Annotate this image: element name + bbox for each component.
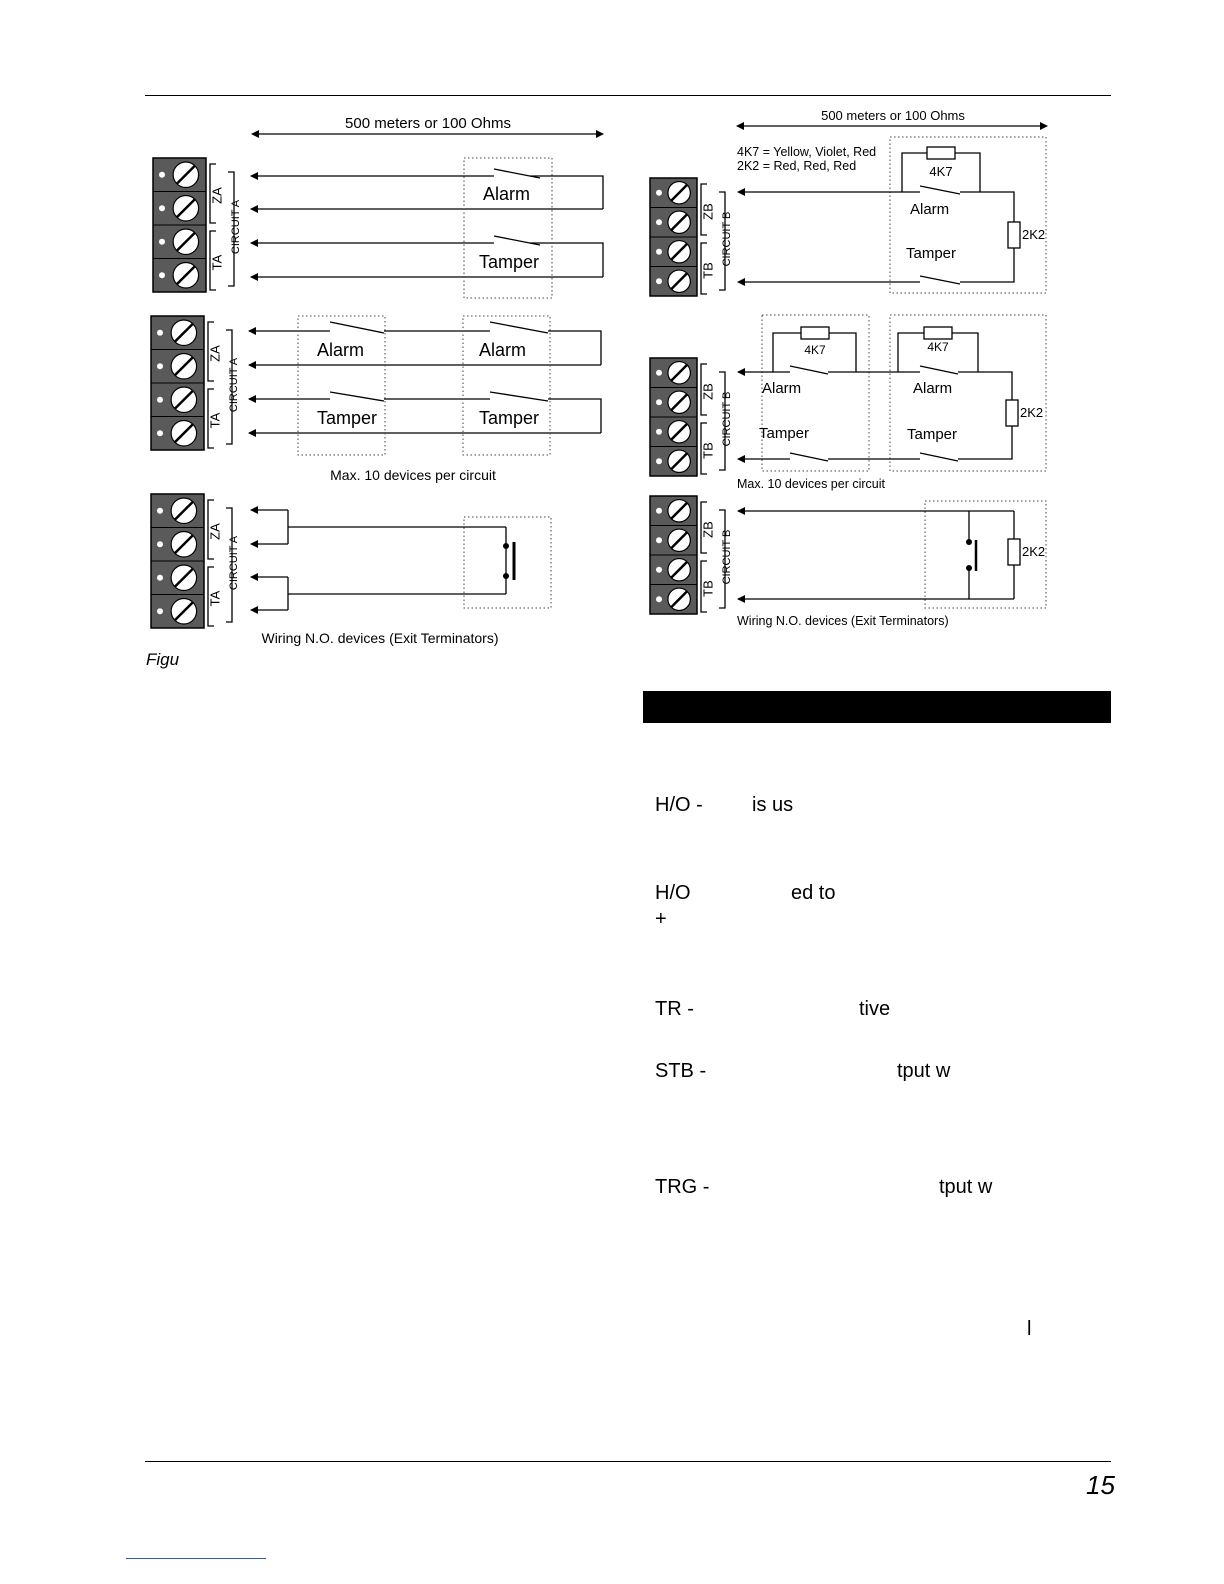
wire-resistor-right — [952, 333, 978, 372]
zone-terminal-label: ZB — [700, 383, 716, 400]
tamper-label: Tamper — [906, 245, 957, 262]
tr-text: tive — [859, 998, 891, 1020]
alarm-label-2: Alarm — [913, 380, 953, 397]
tamper-switch-2 — [920, 453, 958, 461]
circuit-label: CIRCUIT A — [229, 199, 242, 255]
zone-terminal-label: ZA — [209, 187, 225, 204]
alarm-switch-2 — [490, 322, 548, 333]
device-box-2 — [463, 316, 550, 455]
terminal-dot — [157, 363, 163, 369]
wiring-diagram — [0, 0, 1224, 700]
stb-label: STB - — [655, 1060, 707, 1082]
terminal-block — [650, 358, 697, 476]
zone-terminal-label: ZB — [700, 521, 716, 538]
resistor-2k2-label: 2K2 — [1022, 227, 1046, 242]
wire-alarm-loop — [530, 176, 603, 209]
tamper-switch — [920, 276, 960, 284]
tamper-label-2: Tamper — [907, 426, 958, 443]
terminal-dot — [656, 508, 662, 514]
alarm-label-2: Alarm — [479, 340, 527, 360]
contact-dot — [503, 543, 509, 549]
zone-terminal-label: ZB — [700, 203, 716, 220]
footer-rule — [145, 1461, 1111, 1462]
terminal-dot — [157, 330, 163, 336]
terminal-dot — [656, 370, 662, 376]
terminal-dot — [656, 249, 662, 255]
tamper-terminal-label: TB — [700, 442, 716, 459]
circuit-label: CIRCUIT B — [720, 529, 733, 585]
alarm-label-1: Alarm — [317, 340, 365, 360]
circuit-label: CIRCUIT A — [227, 535, 240, 591]
alarm-label: Alarm — [910, 201, 950, 218]
tamper-label: Tamper — [479, 252, 540, 272]
tr-label: TR - — [655, 998, 694, 1020]
terminal-block — [650, 178, 697, 296]
figure-caption: Figu — [146, 650, 180, 669]
zone-terminal-label: ZA — [207, 345, 223, 362]
circuit-b-diagrams — [650, 108, 1047, 628]
device-box-1 — [298, 316, 385, 455]
terminal-dot — [157, 608, 163, 614]
alarm-switch-1 — [790, 366, 828, 374]
alarm-switch — [494, 169, 540, 178]
terminal-dot — [157, 575, 163, 581]
wire-tamper-loop — [530, 243, 603, 277]
plus-label: + — [655, 908, 667, 930]
alarm-switch-2 — [920, 366, 958, 374]
terminal-dot — [656, 399, 662, 405]
terminal-block — [650, 496, 697, 614]
terminal-dot — [656, 596, 662, 602]
distance-label: 500 meters or 100 Ohms — [345, 115, 511, 132]
circuit-label: CIRCUIT B — [720, 211, 733, 267]
stray-char: l — [1027, 1318, 1032, 1340]
no-devices-label: Wiring N.O. devices (Exit Terminators) — [261, 630, 499, 646]
terminal-dot — [656, 190, 662, 196]
ho-text-1: is us — [752, 794, 794, 816]
no-devices-label: Wiring N.O. devices (Exit Terminators) — [737, 614, 949, 628]
resistor-4k7-icon — [924, 327, 952, 339]
terminal-dot — [159, 172, 165, 178]
max-devices-label: Max. 10 devices per circuit — [330, 467, 496, 483]
wire-resistor-left — [773, 333, 801, 372]
terminal-dot — [656, 537, 662, 543]
wire-resistor-right — [829, 333, 856, 372]
ho-label-1: H/O - — [655, 794, 703, 816]
terminal-dot — [157, 541, 163, 547]
footer-link-underline — [126, 1558, 266, 1559]
contact-dot — [503, 573, 509, 579]
wire-alarm-loop — [548, 331, 601, 365]
terminal-dot — [656, 458, 662, 464]
terminal-dot — [656, 429, 662, 435]
wire-resistor-right — [955, 153, 980, 192]
terminal-dot — [159, 272, 165, 278]
tamper-label-1: Tamper — [759, 425, 810, 442]
resistor-2k2-label: 2K2 — [1020, 405, 1044, 420]
ho-text-2: ed to — [791, 882, 836, 904]
tamper-switch-1 — [330, 392, 384, 401]
terminal-dot — [656, 278, 662, 284]
terminal-block — [151, 316, 204, 450]
wire-alarm-loop — [958, 372, 1012, 400]
tamper-switch — [494, 236, 540, 245]
wire-alarm-loop — [960, 192, 1014, 222]
distance-label: 500 meters or 100 Ohms — [821, 108, 965, 123]
tamper-label-1: Tamper — [317, 408, 378, 428]
resistor-2k2-icon — [1006, 400, 1018, 426]
alarm-switch — [920, 186, 960, 194]
tamper-terminal-label: TB — [700, 580, 716, 597]
circuit-label: CIRCUIT A — [227, 357, 240, 413]
page-number: 15 — [1086, 1470, 1115, 1500]
terminal-dot — [157, 430, 163, 436]
wire-tamper-loop — [958, 426, 1012, 459]
stb-text: tput w — [897, 1060, 951, 1082]
circuit-label: CIRCUIT B — [720, 391, 733, 447]
contact-dot — [966, 539, 972, 545]
terminal-dot — [157, 397, 163, 403]
alarm-label-1: Alarm — [762, 380, 802, 397]
terminal-dot — [159, 205, 165, 211]
zone-terminal-label: ZA — [207, 523, 223, 540]
trg-text: tput w — [939, 1176, 993, 1198]
tamper-switch-1 — [790, 453, 828, 461]
resistor-2k2-icon — [1008, 539, 1020, 565]
resistor-4k7-label: 4K7 — [929, 164, 953, 179]
terminal-dot — [159, 239, 165, 245]
circuit-a-diagrams — [151, 115, 603, 646]
terminal-block — [153, 158, 206, 292]
alarm-switch-1 — [330, 322, 384, 333]
wire-tamper-loop — [548, 399, 601, 433]
resistor-4k7-label-1: 4K7 — [804, 343, 826, 357]
contact-dot — [966, 565, 972, 571]
trg-label: TRG - — [655, 1176, 710, 1198]
max-devices-label: Max. 10 devices per circuit — [737, 477, 885, 491]
tamper-switch-2 — [490, 392, 548, 401]
terminal-block — [151, 494, 204, 628]
terminal-dot — [656, 219, 662, 225]
color-code-2k2: 2K2 = Red, Red, Red — [737, 159, 857, 173]
section-heading-bar — [643, 691, 1111, 723]
color-code-4k7: 4K7 = Yellow, Violet, Red — [737, 145, 877, 159]
tamper-terminal-label: TA — [207, 412, 223, 429]
terminal-dot — [656, 567, 662, 573]
alarm-label: Alarm — [483, 184, 531, 204]
resistor-2k2-icon — [1008, 222, 1020, 248]
resistor-4k7-icon — [927, 147, 955, 159]
ho-label-2: H/O — [655, 882, 691, 904]
terminal-dot — [157, 508, 163, 514]
wire-tamper-loop — [960, 248, 1014, 282]
tamper-label-2: Tamper — [479, 408, 540, 428]
resistor-4k7-icon — [801, 327, 829, 339]
tamper-terminal-label: TA — [207, 590, 223, 607]
resistor-4k7-label-2: 4K7 — [927, 340, 949, 354]
tamper-terminal-label: TB — [700, 262, 716, 279]
tamper-terminal-label: TA — [209, 254, 225, 271]
resistor-2k2-label: 2K2 — [1022, 544, 1046, 559]
